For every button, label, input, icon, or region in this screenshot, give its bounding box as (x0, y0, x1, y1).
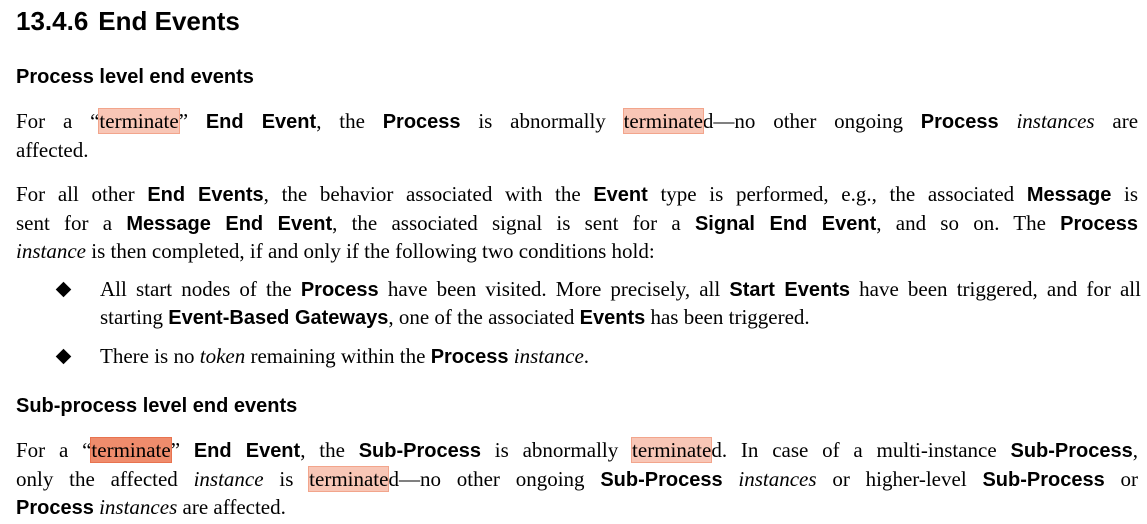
bold-term: Message End Event (126, 212, 333, 235)
subprocess-terminate-paragraph (16, 437, 1138, 523)
bold-term: Process (1060, 212, 1139, 235)
search-highlight: terminate (623, 109, 703, 133)
bold-term: End Events (147, 184, 264, 206)
italic-term: instances (99, 495, 178, 519)
italic-term: instance (513, 344, 584, 368)
bold-term: End Event (193, 440, 301, 462)
bold-term: Sub-Process (600, 468, 723, 491)
search-highlight-current: terminate (91, 438, 171, 462)
bold-term: Events (579, 307, 646, 329)
italic-term: instance (193, 466, 264, 491)
subprocess-level-heading: Sub-process level end events (16, 395, 298, 417)
search-highlight: terminate (309, 466, 389, 491)
search-highlight: terminate (99, 109, 179, 133)
text-line: only the affected instance is terminated—no other ongoing Sub-Process instances or higher-level Sub-Process or (16, 466, 1139, 491)
section-number: 13.4.6 (16, 6, 89, 36)
text-line: instance is then completed, if and only if the following two conditions hold: (16, 239, 655, 263)
bold-term: Process (382, 111, 461, 133)
process-terminate-paragraph (16, 108, 1138, 164)
text-line: affected. (16, 137, 89, 162)
bold-term: Event-Based Gateways (168, 307, 389, 329)
text-line: Process instances are affected. (16, 495, 286, 519)
section-title (16, 4, 240, 38)
text-line: For all other End Events, the behavior associated with the Event type is performed, e.g., the associated Message is (16, 182, 1139, 206)
bold-term: Signal End Event (694, 212, 877, 235)
italic-term: token (199, 344, 246, 368)
bold-term: Sub-Process (1010, 440, 1133, 462)
text-line: sent for a Message End Event, the associated signal is sent for a Signal End Event, and so on. The Process (16, 210, 1139, 235)
diamond-bullet-icon (56, 349, 72, 365)
text-line: For a “terminate” End Event, the Process is abnormally terminated—no other ongoing Process instances are (16, 109, 1139, 133)
bold-term: Process (920, 111, 999, 133)
bold-term: Process (16, 497, 94, 519)
bold-term: Sub-Process (358, 440, 481, 462)
text-line: There is no token remaining within the Process instance. (100, 344, 590, 368)
list-item (16, 276, 1141, 332)
italic-term: instance (16, 239, 86, 263)
text-line: All start nodes of the Process have been visited. More precisely, all Start Events have been triggered, and for all (100, 277, 1141, 301)
list-item (16, 343, 1141, 371)
section-title-text: End Events (98, 6, 240, 36)
italic-term: instances (1016, 109, 1095, 133)
bold-term: End Event (205, 111, 317, 133)
process-other-end-events-paragraph (16, 181, 1138, 266)
bold-term: Start Events (729, 279, 850, 301)
bold-term: Process (300, 279, 379, 301)
conditions-list (16, 276, 1141, 371)
bold-term: Message (1026, 184, 1112, 206)
process-level-heading: Process level end events (16, 66, 254, 88)
search-highlight: terminate (632, 438, 712, 462)
diamond-bullet-icon (56, 282, 72, 298)
italic-term: instances (738, 466, 817, 491)
bold-term: Event (593, 184, 648, 206)
text-line: starting Event-Based Gateways, one of the associated Events has been triggered. (100, 305, 810, 329)
text-line: For a “terminate” End Event, the Sub-Process is abnormally terminated. In case of a multi-instance Sub-Process, (16, 438, 1138, 462)
bold-term: Sub-Process (982, 468, 1105, 491)
bold-term: Process (430, 346, 509, 368)
